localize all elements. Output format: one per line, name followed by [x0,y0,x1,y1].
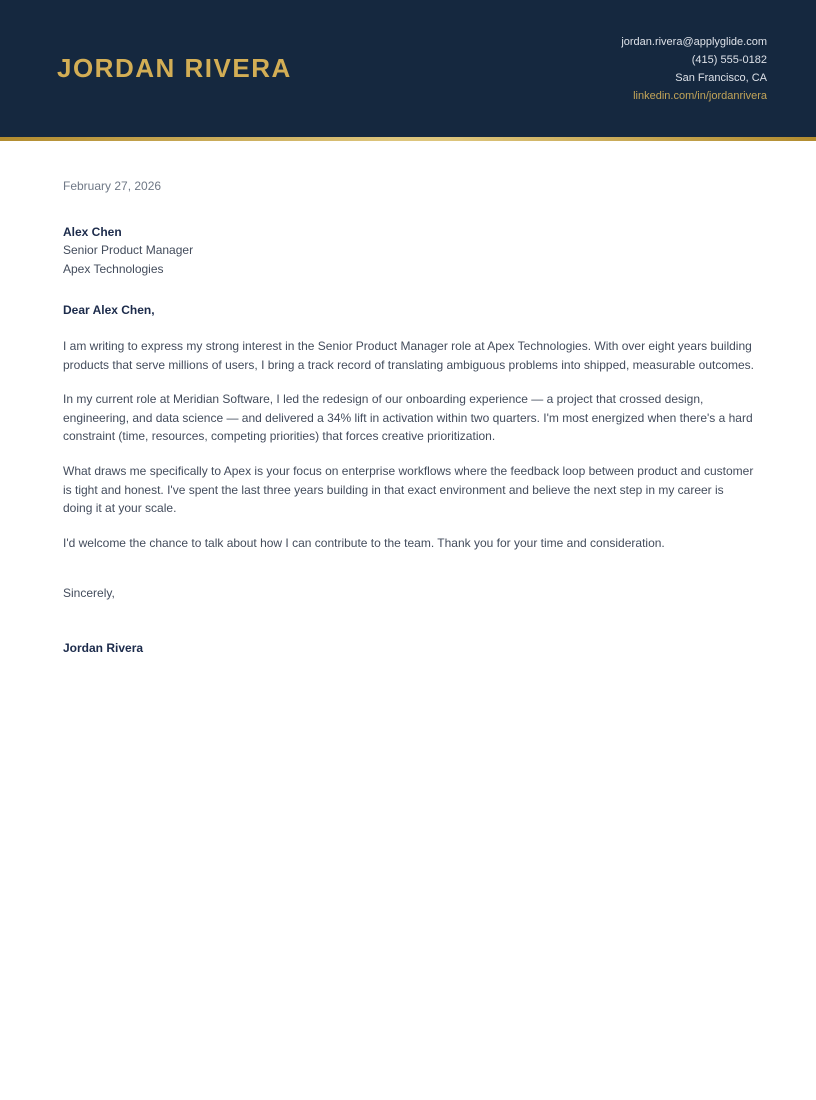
recipient-name: Alex Chen [63,224,122,239]
recipient-company: Apex Technologies [63,261,164,276]
contact-info [621,33,767,105]
salutation: Dear Alex Chen, [63,303,155,318]
contact-location: San Francisco, CA [675,71,767,84]
letter-body [0,141,816,658]
contact-phone: (415) 555-0182 [691,53,767,66]
contact-email: jordan.rivera@applyglide.com [621,35,767,48]
paragraph-intro: I am writing to express my strong interest in the Senior Product Manager role at Apex Technologies. With over eight years building products that serve millions of users, I bring a track record of translating ambiguous problems into shipped, measurable outcomes. [63,338,755,372]
paragraph-thanks: I'd welcome the chance to talk about how I can contribute to the team. Thank you for your time and consideration. [63,535,665,550]
sender-name: JORDAN RIVERA [57,53,292,83]
letter-header [0,0,816,137]
closing: Sincerely, [63,586,115,601]
signature-name: Jordan Rivera [63,640,144,655]
contact-linkedin-link[interactable]: linkedin.com/in/jordanrivera [633,89,767,102]
paragraph-experience: In my current role at Meridian Software, I led the redesign of our onboarding experience — a project that crossed design, engineering, and data science — and delivered a 34% lift in activation within two quarters. I'm most energized when there's a hard constraint (time, resources, competing priorities) that forces creative prioritization. [63,392,753,444]
paragraph-motivation: What draws me specifically to Apex is your focus on enterprise workflows where the feedback loop between product and customer is tight and honest. I've spent the last three years building in that exact environment and believe the next step in my career is doing it at your scale. [63,463,754,516]
recipient-title: Senior Product Manager [63,243,194,258]
recipient-block [63,223,754,279]
letter-date: February 27, 2026 [63,179,162,193]
